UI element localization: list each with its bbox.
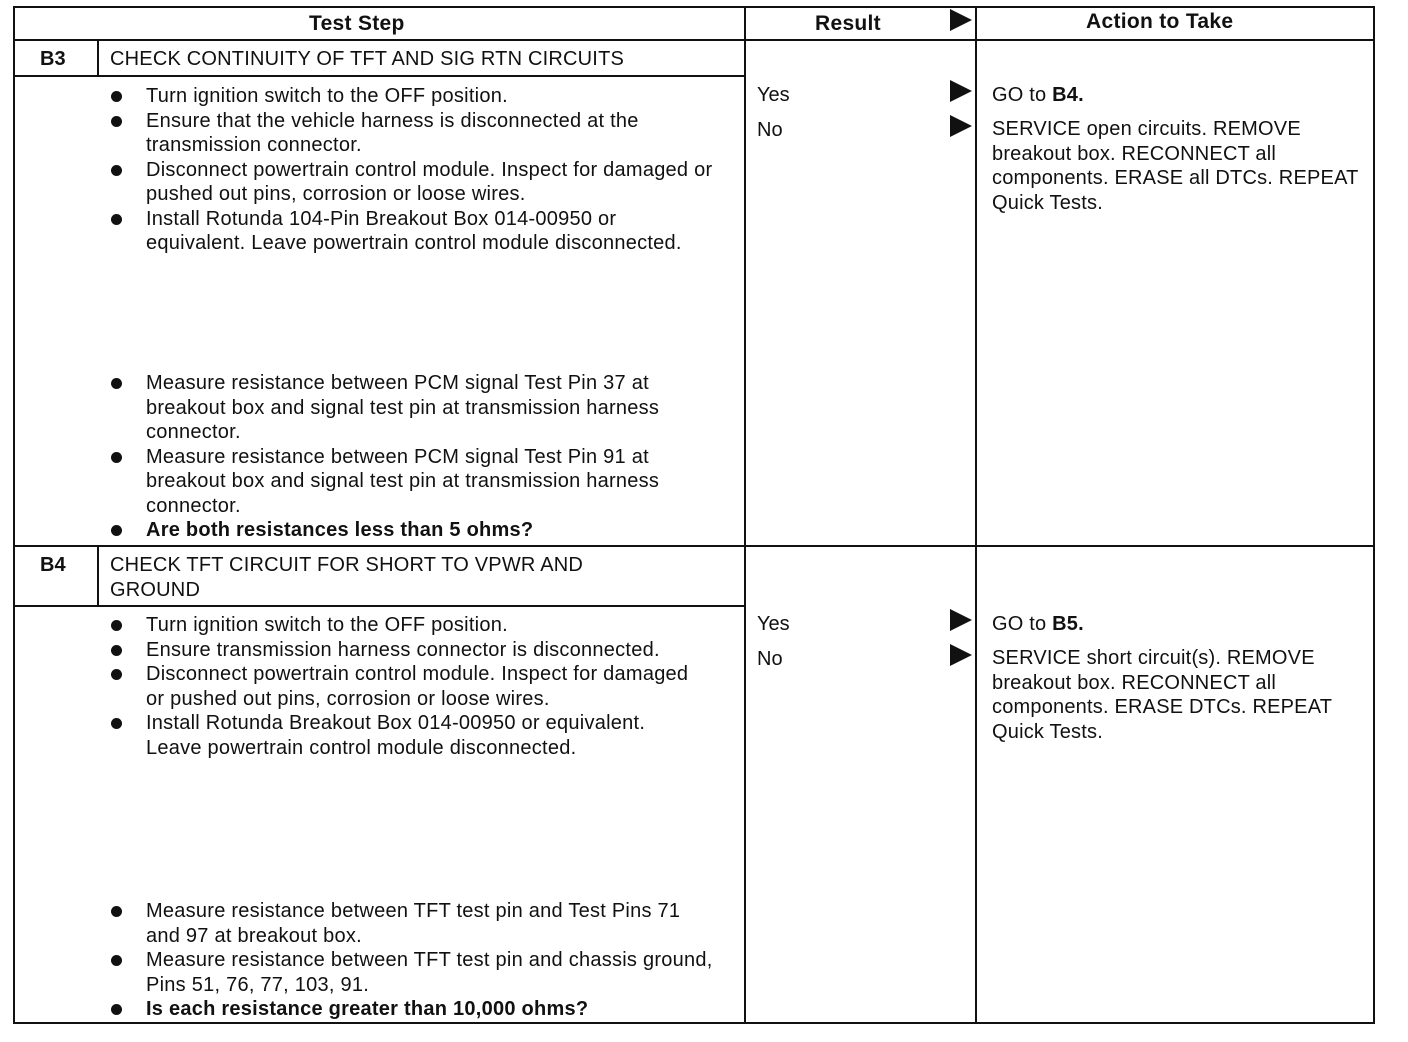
bullet-icon: [111, 669, 122, 680]
list-item: Install Rotunda Breakout Box 014-00950 or equivalent. Leave powertrain control module disconnected.: [146, 711, 706, 760]
action-yes: GO to B5.: [992, 613, 1084, 635]
bullet-icon: [111, 718, 122, 729]
b3-procedure-list: [146, 84, 716, 256]
header-arrow-icon: [950, 9, 972, 31]
list-item: Ensure transmission harness connector is disconnected.: [146, 638, 706, 663]
question: Is each resistance greater than 10,000 ohms?: [146, 997, 716, 1022]
bullet-icon: [111, 906, 122, 917]
list-item: Install Rotunda 104-Pin Breakout Box 014-00950 or equivalent. Leave powertrain control module disconnected.: [146, 207, 716, 256]
step-id: B4: [40, 554, 66, 576]
list-item: Disconnect powertrain control module. Inspect for damaged or pushed out pins, corrosion or loose wires.: [146, 158, 716, 207]
bullet-icon: [111, 620, 122, 631]
result-yes: Yes: [757, 613, 790, 635]
result-no: No: [757, 648, 783, 670]
list-item: Measure resistance between TFT test pin and Test Pins 71 and 97 at breakout box.: [146, 899, 716, 948]
action-no: SERVICE open circuits. REMOVE breakout box. RECONNECT all components. ERASE all DTCs. REPEAT Quick Tests.: [992, 118, 1359, 214]
list-item: Measure resistance between PCM signal Test Pin 37 at breakout box and signal test pin at transmission harness connector.: [146, 371, 706, 445]
header-result: Result: [815, 12, 881, 35]
list-item: Measure resistance between TFT test pin and chassis ground, Pins 51, 76, 77, 103, 91.: [146, 948, 716, 997]
b4-id-divider: [97, 545, 99, 605]
list-item: Measure resistance between PCM signal Test Pin 91 at breakout box and signal test pin at transmission harness connector.: [146, 445, 706, 519]
list-item: Disconnect powertrain control module. Inspect for damaged or pushed out pins, corrosion or loose wires.: [146, 662, 706, 711]
b3-title-divider: [15, 75, 744, 77]
bullet-icon: [111, 378, 122, 389]
header-divider: [15, 39, 1375, 41]
bullet-icon: [111, 116, 122, 127]
b3-measure-list: [146, 371, 706, 543]
header-test-step: Test Step: [309, 12, 405, 35]
b4-title-divider: [15, 605, 744, 607]
result-arrow-icon: [950, 80, 972, 102]
step-id: B3: [40, 48, 66, 70]
bullet-icon: [111, 214, 122, 225]
list-item: Turn ignition switch to the OFF position.: [146, 613, 706, 638]
col-divider-result: [744, 8, 746, 1024]
col-divider-action: [975, 8, 977, 1024]
diagnostic-table: [13, 6, 1375, 1024]
action-no: SERVICE short circuit(s). REMOVE breakout box. RECONNECT all components. ERASE DTCs. REPEAT Quick Tests.: [992, 647, 1332, 743]
b4-measure-list: [146, 899, 716, 1022]
header-action: Action to Take: [1086, 10, 1234, 33]
action-yes: GO to B4.: [992, 84, 1084, 106]
result-yes: Yes: [757, 84, 790, 106]
result-no: No: [757, 119, 783, 141]
bullet-icon: [111, 452, 122, 463]
bullet-icon: [111, 525, 122, 536]
question: Are both resistances less than 5 ohms?: [146, 518, 706, 543]
list-item: Turn ignition switch to the OFF position.: [146, 84, 716, 109]
step-title: CHECK TFT CIRCUIT FOR SHORT TO VPWR AND GROUND: [110, 554, 584, 601]
bullet-icon: [111, 1004, 122, 1015]
bullet-icon: [111, 91, 122, 102]
b3-id-divider: [97, 39, 99, 75]
bullet-icon: [111, 165, 122, 176]
list-item: Ensure that the vehicle harness is disconnected at the transmission connector.: [146, 109, 716, 158]
b4-procedure-list: [146, 613, 706, 760]
result-arrow-icon: [950, 115, 972, 137]
step-divider: [15, 545, 1375, 547]
bullet-icon: [111, 645, 122, 656]
step-title: CHECK CONTINUITY OF TFT AND SIG RTN CIRCUITS: [110, 48, 625, 70]
bullet-icon: [111, 955, 122, 966]
result-arrow-icon: [950, 609, 972, 631]
result-arrow-icon: [950, 644, 972, 666]
